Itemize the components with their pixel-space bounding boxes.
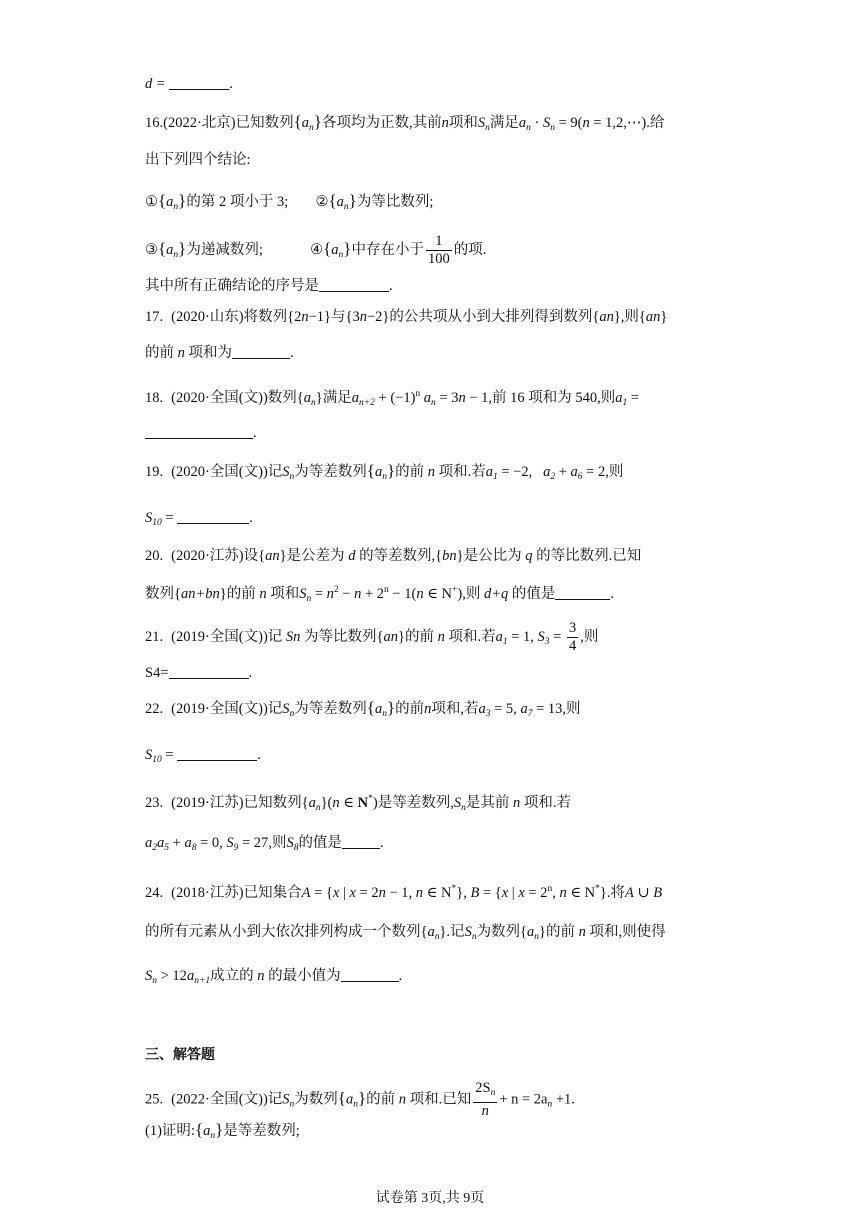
q25-line1: 25. (2022·全国(文))记$S_n$为数列$\{a_n\}$的前 n 项和.已知 $\frac{2S_n}{n}$ + $n = 2a_n +1$.	[145, 1080, 575, 1119]
q16-conclusions-2: $③\{a_n\}$为递减数列; $④\{a_n\}$中存在小于 $\frac{1}{100}$ 的项.	[145, 233, 487, 267]
fraction-2Sn-n: $\frac{2S_n}{n}$	[475, 1080, 496, 1119]
q24-source: (2018·江苏)	[171, 885, 244, 901]
q15-tail: d = .	[145, 76, 233, 92]
answer-blank	[169, 664, 249, 679]
q19-line1: 19. (2020·全国(文))记$S_n$为等差数列$\{a_n\}$的前 n 项和.若$a_1 = -2$, $a_2 + a_6 = 2$,则	[145, 461, 624, 482]
q22-line2: $S_{10}$ = .	[145, 747, 261, 765]
q18-line1: 18. (2020·全国(文))数列$\{a_n\}$满足$a_{n+2} + (-1)^n$ $a_n = 3n - 1$,前 16 项和为 540,则$a_1$ =	[145, 389, 640, 408]
q21-line1: 21. (2019·全国(文))记 Sn 为等比数列{an}的前 n 项和.若$a_1 = 1$, $S_3$ = $\frac{3}{4}$ ,则	[145, 620, 599, 654]
q17-line1: 17. (2020·山东)将数列{2n−1}与{3n−2}的公共项从小到大排列得到数列{an},则{an}	[145, 309, 668, 325]
q19-source: (2020·全国(文))	[171, 464, 268, 480]
q18-source: (2020·全国(文))	[171, 390, 268, 406]
q20-source: (2020·江苏)	[171, 548, 244, 564]
q21-line2: S4= .	[145, 665, 253, 681]
q16-line2: 出下列四个结论:	[145, 152, 251, 168]
answer-blank	[145, 424, 253, 439]
q20-line2: 数列{an+bn}的前 n 项和$S_n = n^2 - n + 2^n - 1(n$ ∈ N+),则 d+q 的值是 .	[145, 585, 615, 604]
answer-blank	[177, 746, 257, 761]
q17-line2: 的前 n 项和为 .	[145, 345, 294, 361]
d-equals: d =	[145, 76, 166, 92]
q25-source: (2022·全国(文))	[171, 1091, 268, 1108]
answer-blank	[342, 834, 380, 849]
q16-source: (2022·北京)	[163, 115, 236, 131]
answer-blank	[555, 585, 610, 600]
q16-line5: 其中所有正确结论的序号是 .	[145, 278, 393, 294]
answer-blank	[177, 509, 249, 524]
q23-line1: 23. (2019·江苏)已知数列$\{a_n\}(n$ ∈ N*)是等差数列$,S_n$是其前 n 项和.若	[145, 794, 571, 813]
q23-source: (2019·江苏)	[171, 795, 244, 811]
answer-blank	[341, 967, 399, 982]
answer-blank	[232, 344, 290, 359]
q24-line3: $S_n > 12a_{n+1}$成立的 n 的最小值为 .	[145, 968, 403, 986]
q18-line2: .	[145, 423, 257, 443]
q16-conclusions-1: $①\{a_n\}$的第 2 项小于 3; $②\{a_n\}$为等比数列;	[145, 191, 434, 212]
q23-line2: $a_2a_5 + a_8 = 0$, $S_9 = 27$,则$S_8$的值是 .	[145, 835, 384, 853]
q20-line1: 20. (2020·江苏)设{an}是公差为 d 的等差数列,{bn}是公比为 q 的等比数列.已知	[145, 548, 642, 564]
q22-line1: 22. (2019·全国(文))记$S_n$为等差数列$\{a_n\}$的前n项和,若$a_3 = 5$, $a_7 = 13$,则	[145, 698, 581, 719]
fraction-3-4: $\frac{3}{4}$	[568, 620, 577, 654]
answer-blank	[319, 277, 389, 292]
section-heading: 三、解答题	[145, 1047, 215, 1063]
q24-line1: 24. (2018·江苏)已知集合A = {x | x = 2n − 1, n ∈ N*}, B = {x | $x = 2^n$, n ∈ N*}.将A ∪ B	[145, 884, 663, 901]
answer-blank	[169, 75, 229, 90]
q24-line2: 的所有元素从小到大依次排列构成一个数列$\{a_n\}$.记$S_n$为数列$\{a_n\}$的前 n 项和,则使得	[145, 924, 666, 942]
page-footer: 试卷第 3页,共 9页	[375, 1191, 485, 1206]
q19-line2: $S_{10}$ = .	[145, 510, 253, 528]
q22-source: (2019·全国(文))	[171, 701, 268, 717]
q21-source: (2019·全国(文))	[171, 628, 268, 645]
q25-part1: (1)证明$:\{a_n\}$是等差数列;	[145, 1120, 300, 1141]
q17-source: (2020·山东)	[171, 309, 244, 325]
fraction-1-100: $\frac{1}{100}$	[427, 233, 450, 267]
q16-line1: 16.(2022·北京)已知数列$\{a_n\}$各项均为正数,其前n项和$S_n$满足$a_n \cdot S_n = 9(n$ = 1,2,⋯).给	[145, 112, 665, 133]
